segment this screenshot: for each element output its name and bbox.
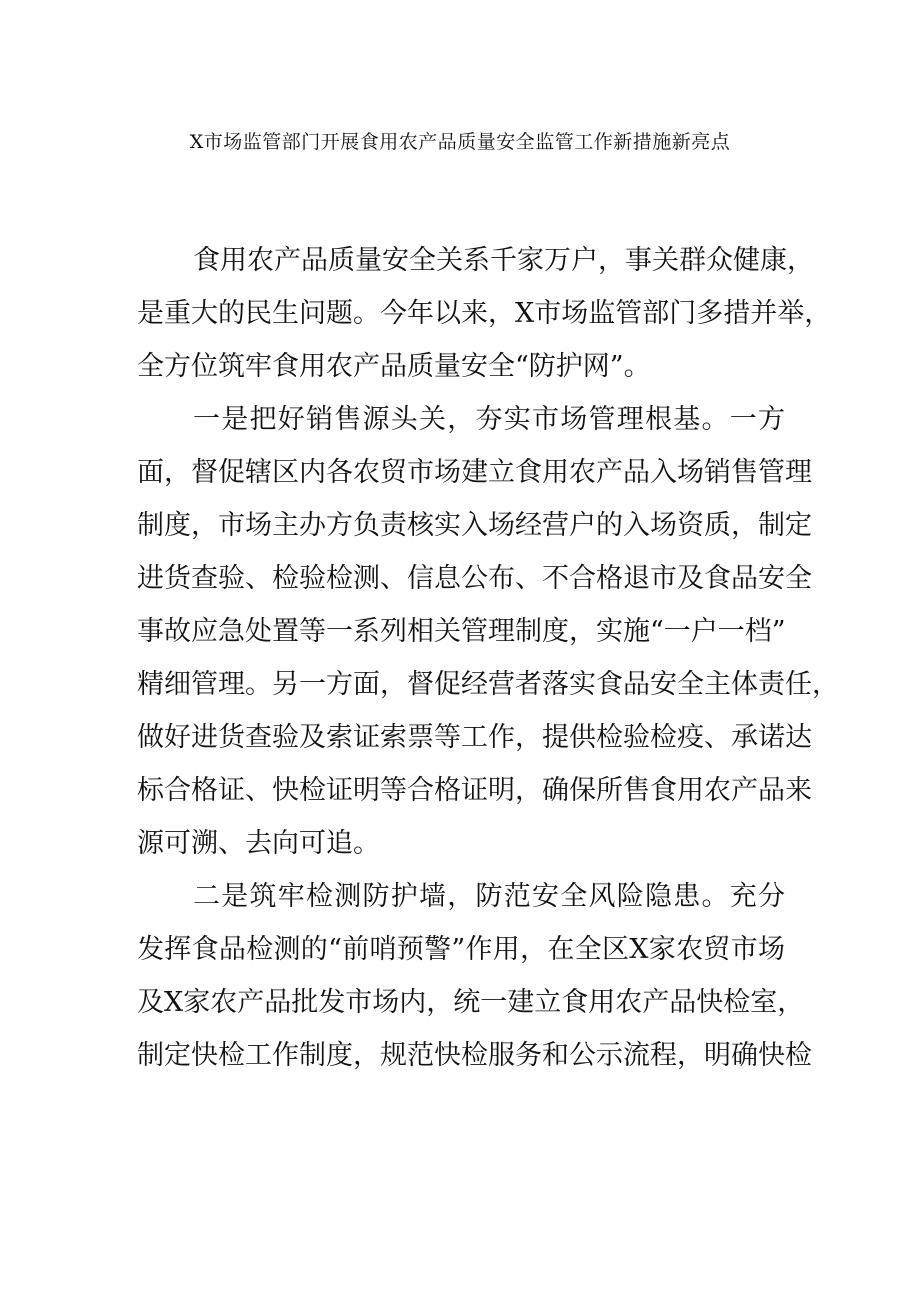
document-body bbox=[137, 234, 839, 1082]
paragraph-point-two bbox=[137, 870, 812, 1082]
paragraph-line: 及X家农产品批发市场内，统一建立食用农产品快检室， bbox=[137, 987, 805, 1018]
paragraph-line: 全方位筑牢食用农产品质量安全“防护网”。 bbox=[137, 351, 651, 382]
paragraph-point-one bbox=[137, 393, 839, 870]
paragraph-line: 是重大的民生问题。今年以来，X市场监管部门多措并举， bbox=[137, 298, 832, 329]
paragraph-line: 面，督促辖区内各农贸市场建立食用农产品入场销售管理 bbox=[137, 457, 812, 488]
paragraph-line: 发挥食品检测的“前哨预警”作用，在全区X家农贸市场 bbox=[137, 934, 785, 965]
paragraph-line: 进货查验、检验检测、信息公布、不合格退市及食品安全 bbox=[137, 563, 812, 594]
paragraph-intro bbox=[137, 234, 832, 393]
paragraph-line: 事故应急处置等一系列相关管理制度，实施“一户一档” bbox=[137, 616, 786, 647]
document-title: X市场监管部门开展食用农产品质量安全监管工作新措施新亮点 bbox=[189, 131, 731, 153]
paragraph-line: 源可溯、去向可追。 bbox=[137, 828, 380, 859]
paragraph-line: 制度，市场主办方负责核实入场经营户的入场资质，制定 bbox=[137, 510, 812, 541]
paragraph-line: 一是把好销售源头关，夯实市场管理根基。一方 bbox=[193, 404, 785, 435]
paragraph-line: 标合格证、快检证明等合格证明，确保所售食用农产品来 bbox=[137, 775, 812, 806]
paragraph-line: 做好进货查验及索证索票等工作，提供检验检疫、承诺达 bbox=[137, 722, 812, 753]
paragraph-line: 制定快检工作制度，规范快检服务和公示流程，明确快检 bbox=[137, 1040, 812, 1071]
paragraph-line: 精细管理。另一方面，督促经营者落实食品安全主体责任， bbox=[137, 669, 839, 700]
paragraph-line: 食用农产品质量安全关系千家万户，事关群众健康， bbox=[193, 245, 814, 276]
paragraph-line: 二是筑牢检测防护墙，防范安全风险隐患。充分 bbox=[193, 881, 785, 912]
